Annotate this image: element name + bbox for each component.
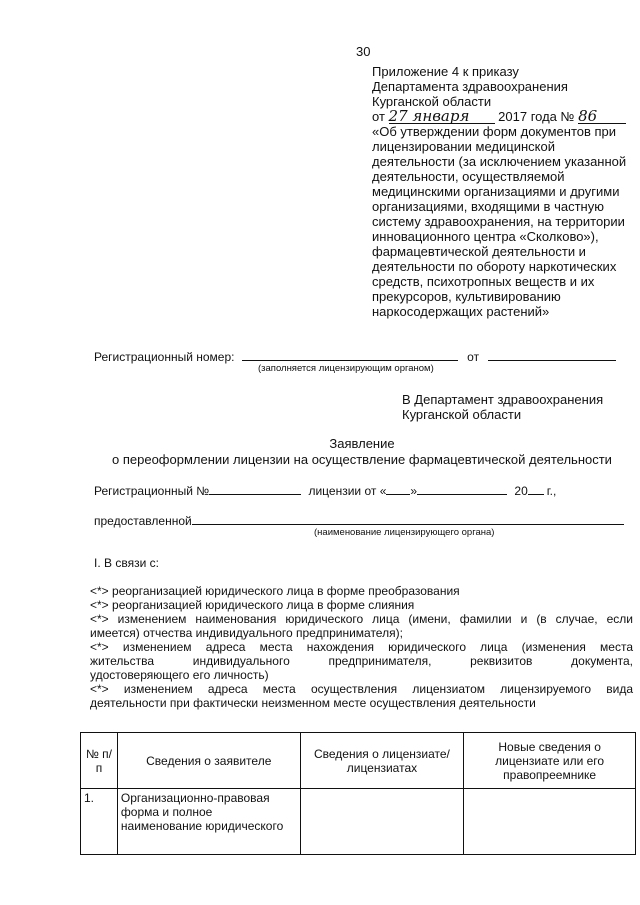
table-row (81, 789, 636, 855)
license-year-field[interactable] (528, 482, 544, 495)
header-applicant: Сведения о заявителе (117, 733, 300, 789)
statement-subtitle: о переоформлении лицензии на осуществление фармацевтической деятельности (112, 452, 612, 467)
reason-3-line-1[interactable]: <*> изменением наименования юридического лица (имени, фамилии и (в случае, если (90, 612, 633, 626)
order-title-line: прекурсоров, культивированию (372, 289, 561, 304)
reason-2[interactable]: <*> реорганизацией юридического лица в форме слияния (90, 598, 415, 612)
license-day-field[interactable] (386, 482, 410, 495)
registration-line (94, 348, 616, 364)
license-year-prefix: 20 (514, 484, 528, 498)
order-title-line: инновационного центра «Сколково»), (372, 229, 599, 244)
order-title-line: деятельности по обороту наркотических (372, 259, 617, 274)
order-title-line: медицинскими организациями и другими (372, 184, 620, 199)
registration-hint: (заполняется лицензирующим органом) (258, 363, 434, 374)
appendix-line-3: Курганской области (372, 94, 492, 109)
licensing-authority-field[interactable] (192, 512, 624, 525)
year-text: 2017 года № (498, 109, 575, 124)
statement-title: Заявление (329, 436, 395, 451)
reason-5-line-1[interactable]: <*> изменением адреса места осуществления лицензиатом лицензируемого вида (90, 682, 633, 696)
license-reg-label: Регистрационный № (94, 484, 210, 498)
order-title-line: лицензировании медицинской (372, 139, 555, 154)
reason-3-line-2[interactable]: имеется) отчества индивидуального предпринимателя); (90, 626, 403, 640)
row-applicant: Организационно-правовая форма и полное наименование юридического (117, 789, 300, 855)
reason-5-line-2[interactable]: деятельности при фактически неизменном месте осуществления деятельности (90, 696, 536, 710)
row-licensee-cell[interactable] (300, 789, 464, 855)
row-new-info-cell[interactable] (464, 789, 636, 855)
order-title-line: наркосодержащих растений» (372, 304, 550, 319)
header-num: № п/п (81, 733, 118, 789)
reason-1[interactable]: <*> реорганизацией юридического лица в форме преобразования (90, 584, 460, 598)
quote-close: » (410, 484, 418, 498)
header-licensee: Сведения о лицензиате/лицензиатах (300, 733, 464, 789)
license-month-field[interactable] (417, 482, 507, 495)
table-header-row (81, 733, 636, 789)
licensee-info-table (80, 732, 636, 855)
order-title-line: организациями, входящими в частную (372, 199, 604, 214)
registration-label: Регистрационный номер: (94, 350, 235, 364)
registration-number-field[interactable] (242, 348, 458, 361)
page-number: 30 (356, 44, 371, 59)
provided-label: предоставленной (94, 514, 192, 528)
order-title-line: деятельности, осуществляемой (372, 169, 565, 184)
reason-4-line-1[interactable]: <*> изменением адреса места нахождения юридического лица (изменения места (90, 640, 633, 654)
order-date-line (372, 109, 640, 124)
addressee-line-1: В Департамент здравоохранения (402, 392, 604, 407)
addressee-block (402, 392, 603, 422)
appendix-line-2: Департамента здравоохранения (372, 79, 568, 94)
order-title-line: деятельности (за исключением указанной (372, 154, 627, 169)
license-year-suffix: г., (546, 484, 557, 498)
order-title-line: систему здравоохранения, на территории (372, 214, 625, 229)
license-reg-number-field[interactable] (209, 482, 301, 495)
license-line (94, 482, 556, 498)
order-title (372, 124, 640, 319)
section-heading: I. В связи с: (94, 556, 159, 570)
appendix-block (372, 64, 640, 319)
order-title-line: средств, психотропных веществ и их (372, 274, 595, 289)
handwritten-order-number: 86 (578, 109, 626, 124)
reason-4-line-3[interactable]: удостоверяющего его личность) (90, 668, 269, 682)
date-prefix: от (372, 109, 385, 124)
addressee-line-2: Курганской области (402, 407, 522, 422)
handwritten-date: 27 января (389, 109, 495, 124)
license-from-label: лицензии от « (308, 484, 387, 498)
provided-hint: (наименование лицензирующего органа) (314, 527, 495, 538)
appendix-line-1: Приложение 4 к приказу (372, 64, 519, 79)
reasons-list (90, 584, 633, 710)
row-num: 1. (81, 789, 118, 855)
order-title-line: «Об утверждении форм документов при (372, 124, 617, 139)
reason-4-line-2[interactable]: жительства индивидуального предпринимателя, реквизитов документа, (90, 654, 633, 668)
provided-line (94, 512, 624, 528)
registration-from-label: от (467, 350, 480, 364)
order-title-line: фармацевтической деятельности и (372, 244, 586, 259)
header-new-info: Новые сведения о лицензиате или его правопреемнике (464, 733, 636, 789)
registration-date-field[interactable] (488, 348, 616, 361)
